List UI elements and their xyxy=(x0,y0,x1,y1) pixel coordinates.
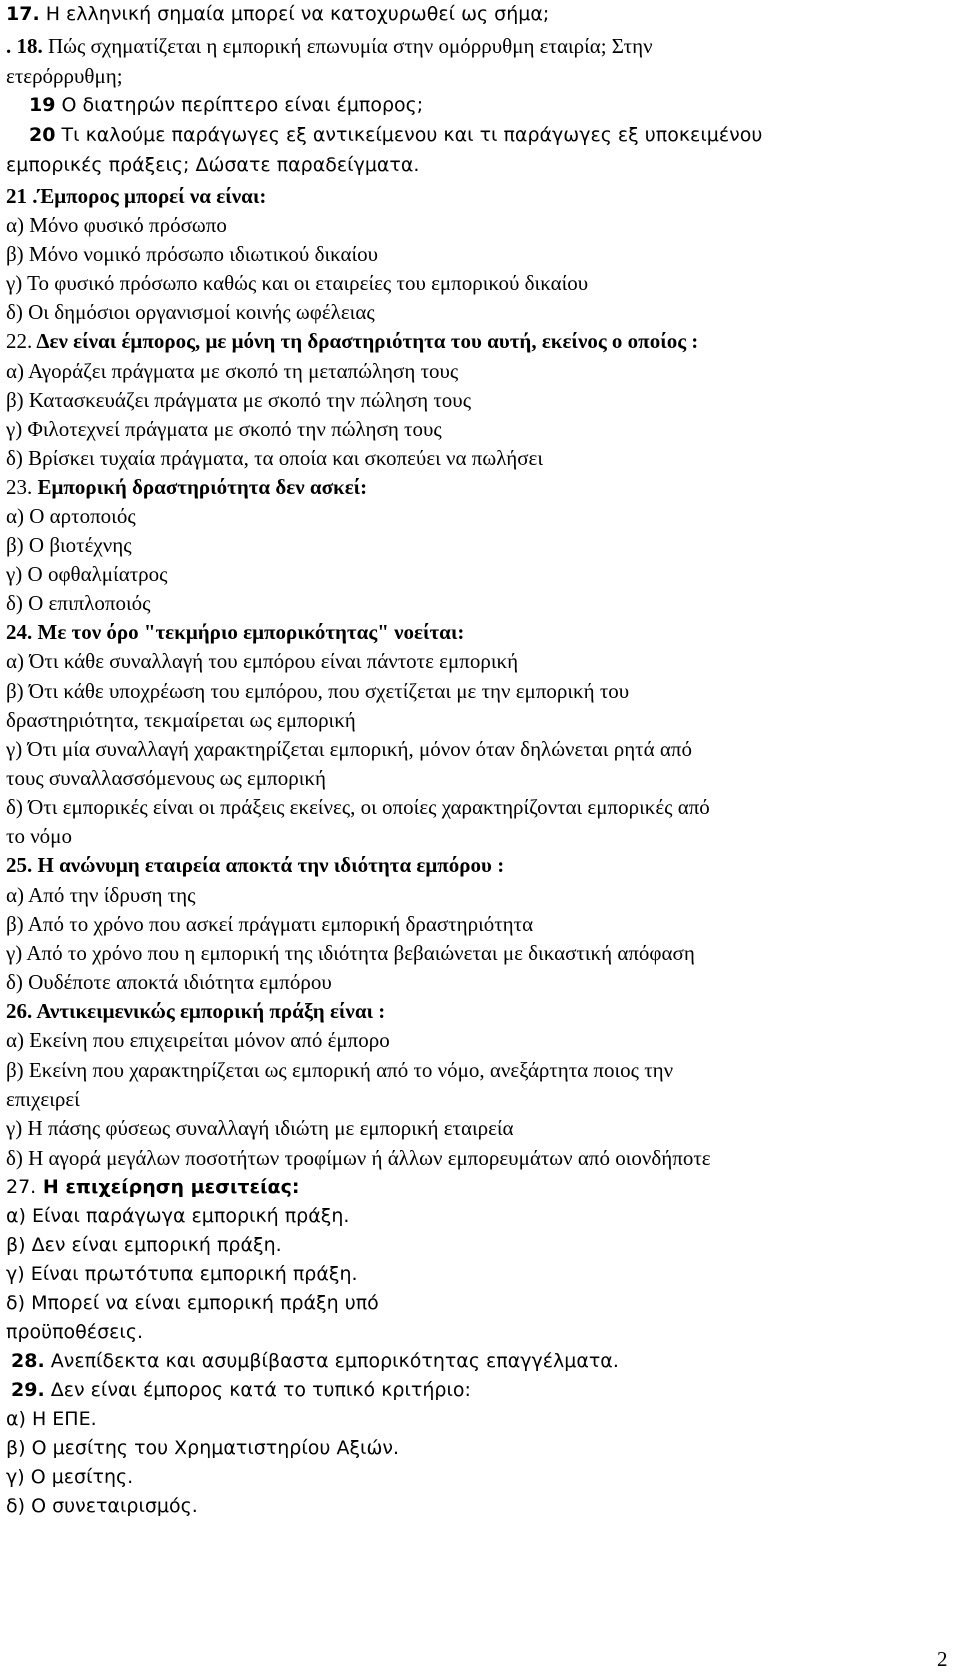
question-text: Ανεπίδεκτα και ασυμβίβαστα εμπορικότητας επαγγέλματα. xyxy=(44,1350,619,1372)
question-23 xyxy=(6,477,367,498)
question-21 xyxy=(6,186,266,207)
option: γ) Φιλοτεχνεί πράγματα με σκοπό την πώληση τους xyxy=(6,417,442,441)
option: β) Κατασκευάζει πράγματα με σκοπό την πώληση τους xyxy=(6,388,472,412)
option: β) Ο μεσίτης του Χρηματιστηρίου Αξιών. xyxy=(6,1437,400,1459)
question-text: Η επιχείρηση μεσιτείας: xyxy=(36,1176,300,1198)
question-number: 21 xyxy=(6,184,27,208)
question-text: Τι καλούμε παράγωγες εξ αντικείμενου και τι παράγωγες εξ υποκειμένου xyxy=(55,124,763,146)
question-text: Δεν είναι έμπορος κατά το τυπικό κριτήριο: xyxy=(44,1379,471,1401)
option: γ) Είναι πρωτότυπα εμπορική πράξη. xyxy=(6,1263,358,1285)
question-number: 25. xyxy=(6,853,33,877)
question-number: 27. xyxy=(6,1176,37,1198)
option: δ) Ότι εμπορικές είναι οι πράξεις εκείνες, οι οποίες χαρακτηρίζονται εμπορικές από xyxy=(6,795,710,819)
question-number: 20 xyxy=(29,124,56,146)
option: γ) Το φυσικό πρόσωπο καθώς και οι εταιρείες του εμπορικού δικαίου xyxy=(6,271,589,295)
option: α) Ο αρτοποιός xyxy=(6,504,136,528)
question-text: Ο διατηρών περίπτερο είναι έμπορος; xyxy=(55,94,424,116)
question-number: 17. xyxy=(6,3,40,25)
question-number: 24. xyxy=(6,620,33,644)
question-20-cont: εμπορικές πράξεις; Δώσατε παραδείγματα. xyxy=(6,154,420,176)
question-text: Αντικειμενικώς εμπορική πράξη είναι : xyxy=(32,999,386,1023)
question-text: Δεν είναι έμπορος, με μόνη τη δραστηριότητα του αυτή, εκείνος ο οποίος : xyxy=(32,329,699,353)
question-number: 23. xyxy=(6,475,33,499)
question-number: 29. xyxy=(11,1379,45,1401)
option: γ) Η πάσης φύσεως συναλλαγή ιδιώτη με εμπορική εταιρεία xyxy=(6,1116,514,1140)
option: δ) Οι δημόσιοι οργανισμοί κοινής ωφέλειας xyxy=(6,300,375,324)
option: γ) Ο μεσίτης. xyxy=(6,1466,134,1488)
option: δ) Η αγορά μεγάλων ποσοτήτων τροφίμων ή άλλων εμπορευμάτων από οιονδήποτε xyxy=(6,1146,711,1170)
question-number: 26. xyxy=(6,999,33,1023)
option: α) Η ΕΠΕ. xyxy=(6,1408,97,1430)
option: γ) Ότι μία συναλλαγή χαρακτηρίζεται εμπορική, μόνον όταν δηλώνεται ρητά από xyxy=(6,737,692,761)
question-text: Πώς σχηματίζεται η εμπορική επωνυμία στην ομόρρυθμη εταιρία; Στην xyxy=(42,34,653,58)
page-number: 2 xyxy=(937,1647,948,1671)
option: β) Ότι κάθε υποχρέωση του εμπόρου, που σχετίζεται με την εμπορική του xyxy=(6,679,630,703)
question-text: Εμπορική δραστηριότητα δεν ασκεί: xyxy=(32,475,368,499)
option-cont: επιχειρεί xyxy=(6,1087,80,1111)
option: β) Μόνο νομικό πρόσωπο ιδιωτικού δικαίου xyxy=(6,242,379,266)
option: β) Δεν είναι εμπορική πράξη. xyxy=(6,1234,282,1256)
option: α) Είναι παράγωγα εμπορική πράξη. xyxy=(6,1205,350,1227)
question-text: .Έμπορος μπορεί να είναι: xyxy=(27,184,267,208)
question-26 xyxy=(6,1001,385,1022)
option: β) Εκείνη που χαρακτηρίζεται ως εμπορική από το νόμο, ανεξάρτητα ποιος την xyxy=(6,1058,674,1082)
question-text: Η ελληνική σημαία μπορεί να κατοχυρωθεί ως σήμα; xyxy=(39,3,550,25)
option: δ) Ο συνεταιρισμός. xyxy=(6,1495,198,1517)
question-18 xyxy=(6,36,653,57)
option: α) Εκείνη που επιχειρείται μόνον από έμπορο xyxy=(6,1028,390,1052)
question-29 xyxy=(11,1381,471,1400)
question-number: 28. xyxy=(11,1350,45,1372)
question-number: 19 xyxy=(29,94,56,116)
option-cont: το νόμο xyxy=(6,824,72,848)
option: β) Από το χρόνο που ασκεί πράγματι εμπορική δραστηριότητα xyxy=(6,912,534,936)
option: δ) Μπορεί να είναι εμπορική πράξη υπό xyxy=(6,1292,379,1314)
question-25 xyxy=(6,855,504,876)
question-19 xyxy=(29,96,423,115)
option: δ) Βρίσκει τυχαία πράγματα, τα οποία και σκοπεύει να πωλήσει xyxy=(6,446,543,470)
question-number: . 18. xyxy=(6,34,43,58)
question-27 xyxy=(6,1178,299,1197)
option: α) Από την ίδρυση της xyxy=(6,883,196,907)
option: α) Μόνο φυσικό πρόσωπο xyxy=(6,213,227,237)
option-cont: προϋποθέσεις. xyxy=(6,1321,144,1343)
option-cont: δραστηριότητα, τεκμαίρεται ως εμπορική xyxy=(6,708,356,732)
option: γ) Ο οφθαλμίατρος xyxy=(6,562,168,586)
question-20 xyxy=(29,126,762,145)
option: α) Αγοράζει πράγματα με σκοπό τη μεταπώληση τους xyxy=(6,359,459,383)
question-text: Με τον όρο "τεκμήριο εμπορικότητας" νοείται: xyxy=(32,620,465,644)
question-28 xyxy=(11,1352,619,1371)
question-24 xyxy=(6,622,464,643)
question-text: Η ανώνυμη εταιρεία αποκτά την ιδιότητα εμπόρου : xyxy=(32,853,505,877)
option: γ) Από το χρόνο που η εμπορική της ιδιότητα βεβαιώνεται με δικαστική απόφαση xyxy=(6,941,695,965)
question-18-cont: ετερόρρυθμη; xyxy=(6,64,123,88)
option-cont: τους συναλλασσόμενους ως εμπορική xyxy=(6,766,326,790)
question-17 xyxy=(6,5,549,24)
question-22 xyxy=(6,331,698,352)
question-number: 22. xyxy=(6,329,33,353)
option: β) Ο βιοτέχνης xyxy=(6,533,132,557)
option: δ) Ουδέποτε αποκτά ιδιότητα εμπόρου xyxy=(6,970,332,994)
option: α) Ότι κάθε συναλλαγή του εμπόρου είναι πάντοτε εμπορική xyxy=(6,649,519,673)
option: δ) Ο επιπλοποιός xyxy=(6,591,151,615)
